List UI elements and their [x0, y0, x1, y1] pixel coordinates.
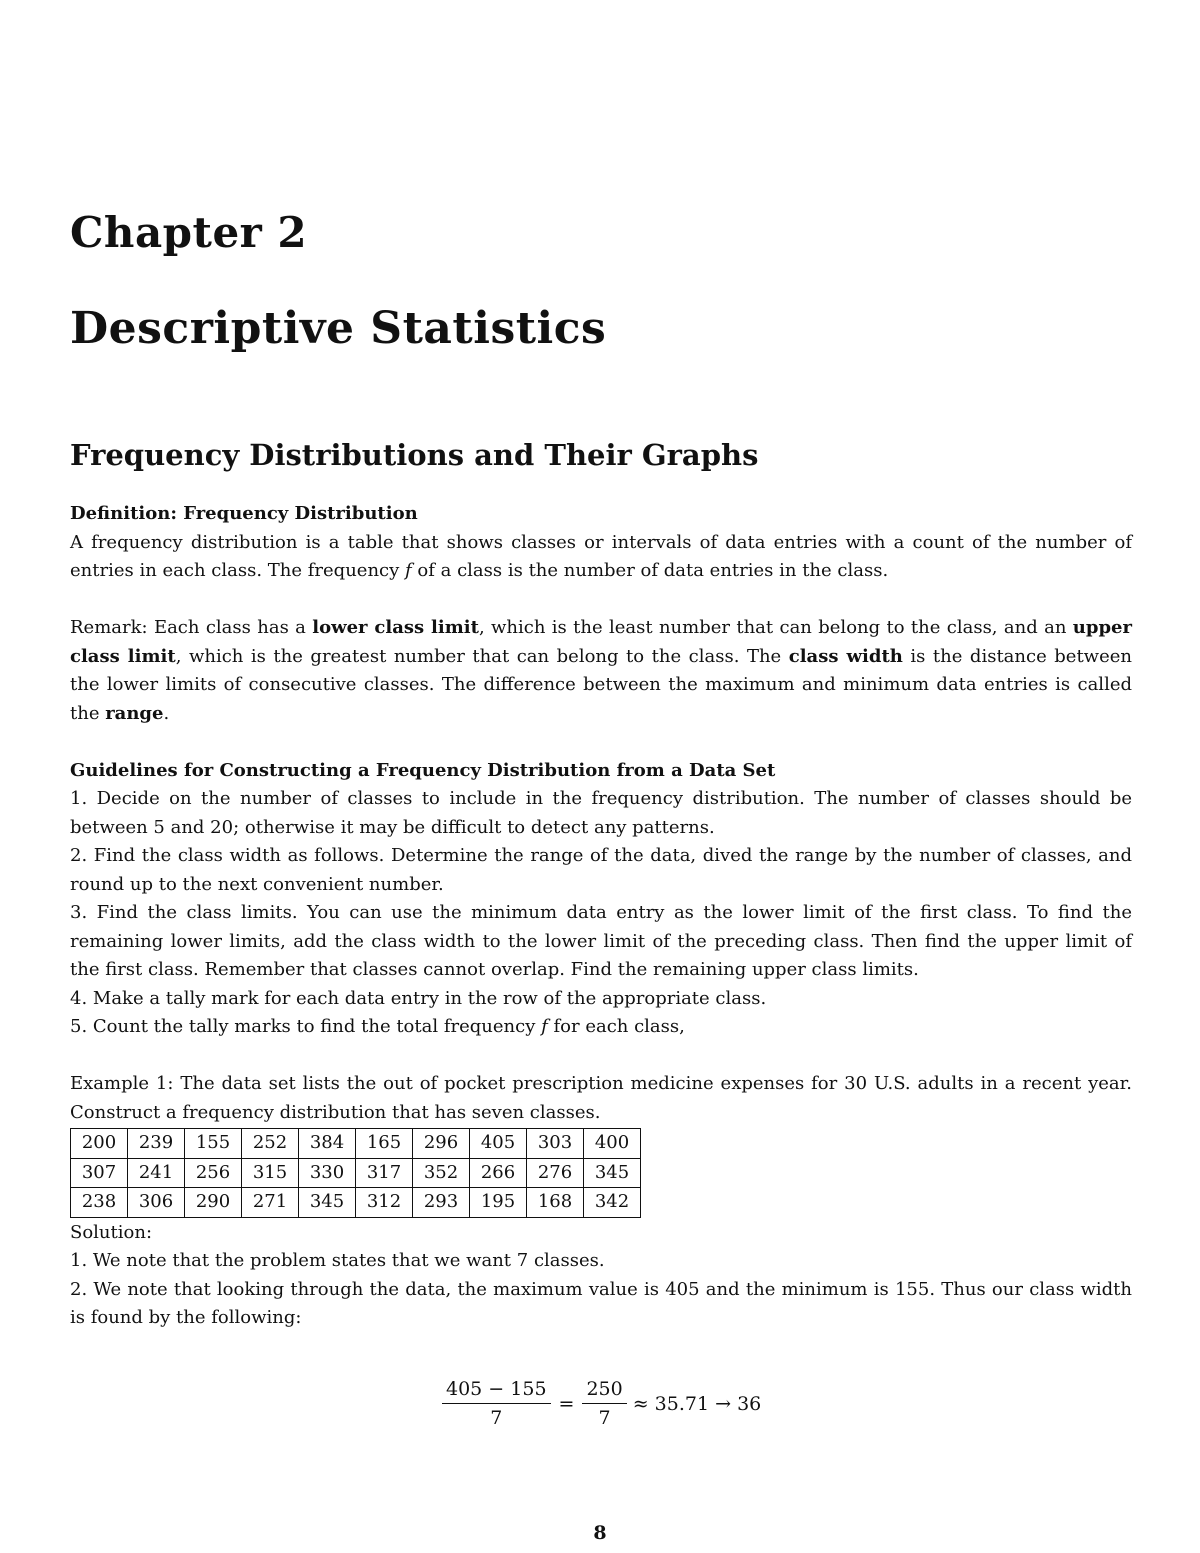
table-cell: 342 [584, 1188, 641, 1218]
table-cell: 241 [128, 1158, 185, 1188]
table-cell: 345 [584, 1158, 641, 1188]
table-cell: 384 [299, 1129, 356, 1159]
table-cell: 165 [356, 1129, 413, 1159]
table-row [71, 1129, 641, 1159]
fraction-numerator: 250 [582, 1378, 626, 1404]
table-cell: 239 [128, 1129, 185, 1159]
fraction-numerator: 405 − 155 [442, 1378, 551, 1404]
guideline-step-5: 5. Count the tally marks to find the total frequency f for each class, [70, 1016, 685, 1037]
chapter-label: Chapter 2 [70, 208, 308, 257]
guideline-step-3: 3. Find the class limits. You can use the minimum data entry as the lower limit of the first class. To find the remaining lower limits, add the class width to the lower limit of the preceding class. Then find the upper limit of the first class. Remember that classes cannot overlap. Find the remaining upper class limits. [70, 902, 1132, 980]
equals-sign: = [558, 1392, 575, 1415]
table-cell: 168 [527, 1188, 584, 1218]
table-cell: 293 [413, 1188, 470, 1218]
fraction-denominator: 7 [490, 1407, 503, 1429]
table-row [71, 1158, 641, 1188]
guideline-step-2: 2. Find the class width as follows. Determine the range of the data, dived the range by the number of classes, and round up to the next convenient number. [70, 845, 1132, 895]
term-lower-class-limit: lower class limit [312, 617, 479, 638]
page-number: 8 [593, 1522, 607, 1544]
table-cell: 238 [71, 1188, 128, 1218]
class-width-formula [442, 1378, 761, 1429]
table-cell: 315 [242, 1158, 299, 1188]
table-cell: 405 [470, 1129, 527, 1159]
definition-text: A frequency distribution is a table that shows classes or intervals of data entries with a count of the number of entries in each class. The frequency f of a class is the number of data entries in the class. [70, 531, 1132, 581]
table-cell: 276 [527, 1158, 584, 1188]
example-text: Example 1: The data set lists the out of pocket prescription medicine expenses for 30 U.S. adults in a recent year. Construct a frequency distribution that has seven classes. [70, 1073, 1132, 1123]
body-text [70, 500, 1132, 1333]
table-cell: 195 [470, 1188, 527, 1218]
term-range: range [105, 702, 164, 724]
table-cell: 271 [242, 1188, 299, 1218]
guideline-step-4: 4. Make a tally mark for each data entry in the row of the appropriate class. [70, 987, 767, 1009]
chapter-title: Descriptive Statistics [70, 303, 607, 354]
table-cell: 306 [128, 1188, 185, 1218]
term-upper-class-limit: upper class limit [70, 617, 1132, 667]
table-cell: 200 [71, 1129, 128, 1159]
definition-heading: Definition: Frequency Distribution [70, 503, 418, 524]
table-cell: 155 [185, 1129, 242, 1159]
solution-heading: Solution: [70, 1221, 153, 1243]
table-cell: 256 [185, 1158, 242, 1188]
table-cell: 345 [299, 1188, 356, 1218]
table-cell: 290 [185, 1188, 242, 1218]
section-title: Frequency Distributions and Their Graphs [70, 438, 759, 472]
guidelines-heading: Guidelines for Constructing a Frequency Distribution from a Data Set [70, 759, 776, 781]
table-cell: 312 [356, 1188, 413, 1218]
data-table [70, 1128, 641, 1218]
table-cell: 266 [470, 1158, 527, 1188]
guideline-step-1: 1. Decide on the number of classes to include in the frequency distribution. The number of classes should be between 5 and 20; otherwise it may be difficult to detect any patterns. [70, 788, 1132, 838]
approximation: ≈ 35.71 → 36 [632, 1392, 762, 1415]
remark-paragraph: Remark: Each class has a lower class limit, which is the least number that can belong to the class, and an upper class limit, which is the greatest number that can belong to the class. The class width is the distance between the lower limits of consecutive classes. The difference between the maximum and minimum data entries is called the range. [70, 617, 1132, 724]
term-class-width: class width [788, 645, 903, 667]
table-cell: 352 [413, 1158, 470, 1188]
table-cell: 252 [242, 1129, 299, 1159]
fraction-range [442, 1378, 551, 1429]
table-cell: 330 [299, 1158, 356, 1188]
fraction-denominator: 7 [598, 1407, 611, 1429]
solution-step-2: 2. We note that looking through the data, the maximum value is 405 and the minimum is 155. Thus our class width is found by the following: [70, 1278, 1132, 1328]
solution-step-1: 1. We note that the problem states that we want 7 classes. [70, 1250, 605, 1271]
table-cell: 317 [356, 1158, 413, 1188]
table-cell: 400 [584, 1129, 641, 1159]
table-row [71, 1188, 641, 1218]
fraction-result [582, 1378, 626, 1429]
table-cell: 296 [413, 1129, 470, 1159]
table-cell: 303 [527, 1129, 584, 1159]
table-cell: 307 [71, 1158, 128, 1188]
